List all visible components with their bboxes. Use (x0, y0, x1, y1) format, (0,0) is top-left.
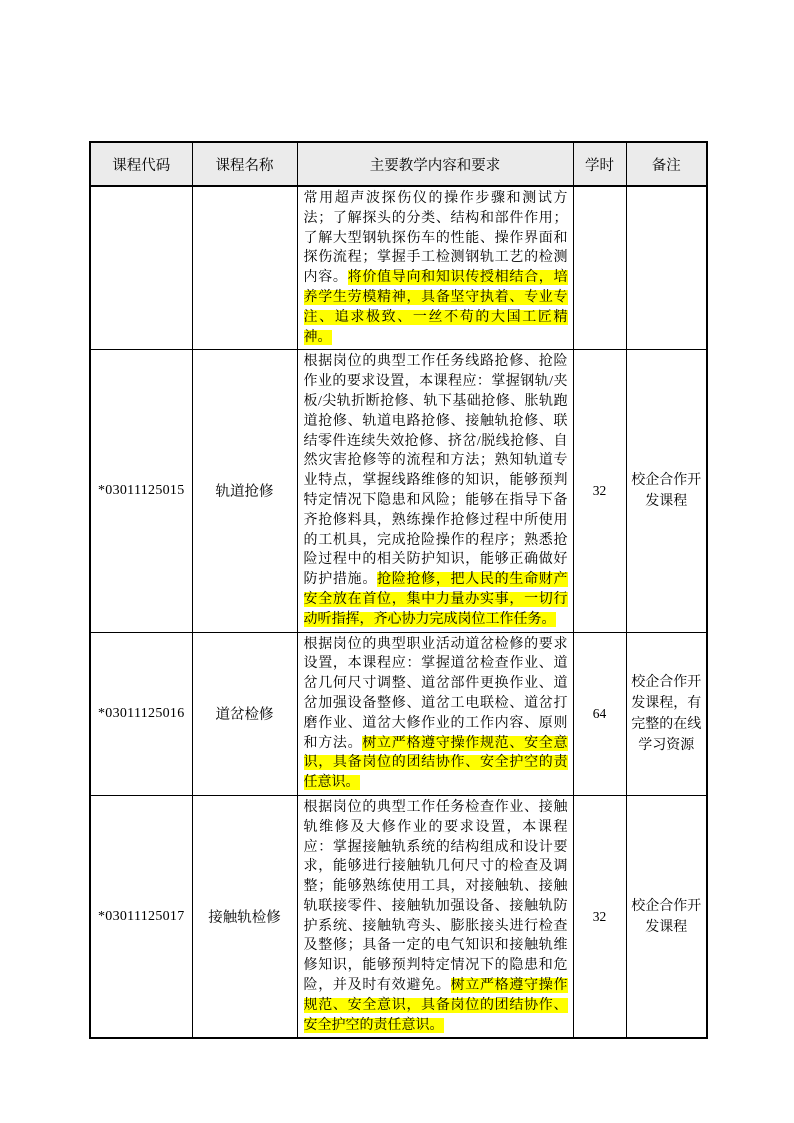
remark-cell (626, 186, 707, 350)
hours-cell: 32 (573, 350, 626, 632)
remark-cell: 校企合作开发课程，有完整的在线学习资源 (626, 632, 707, 795)
table-header-row (90, 142, 707, 186)
hours-cell: 64 (573, 632, 626, 795)
course-code-cell (90, 186, 192, 350)
course-name-cell: 道岔检修 (192, 632, 297, 795)
content-text: 根据岗位的典型职业活动道岔检修的要求设置，本课程应：掌握道岔检查作业、道岔几何尺寸调整、道岔部件更换作业、道岔加强设备整修、道岔工电联检、道岔打磨作业、道岔大修作业的工作内容、原则和方法。 (303, 636, 568, 751)
content-text: 常用超声波探伤仪的操作步骤和测试方法；了解探头的分类、结构和部件作用；了解大型钢轨探伤车的性能、操作界面和探伤流程；掌握手工检测钢轨工艺的检测内容。 (303, 191, 568, 286)
highlighted-text: 树立严格遵守操作规范、安全意识，具备岗位的团结协作、安全护空的责任意识。 (303, 735, 568, 791)
table-row (90, 632, 707, 795)
header-cell-content: 主要教学内容和要求 (297, 142, 573, 186)
header-cell-remark: 备注 (626, 142, 707, 186)
content-cell (297, 795, 573, 1038)
course-code-cell: *03011125016 (90, 632, 192, 795)
hours-cell (573, 186, 626, 350)
highlighted-text: 将价值导向和知识传授相结合，培养学生劳模精神，具备坚守执着、专业专注、追求极致、一丝不苟的大国工匠精神。 (303, 270, 568, 345)
table-row (90, 795, 707, 1038)
content-text: 根据岗位的典型工作任务检查作业、接触轨维修及大修作业的要求设置，本课程应：掌握接触轨系统的结构组成和设计要求，能够进行接触轨几何尺寸的检查及调整；能够熟练使用工具，对接触轨、接触轨联接零件、接触轨加强设备、接触轨防护系统、接触轨弯头、膨胀接头进行检查及整修；具备一定的电气知识和接触轨维修知识，能够预判特定情况下的隐患和危险，并及时有效避免。 (303, 799, 568, 994)
course-name-cell: 接触轨检修 (192, 795, 297, 1038)
course-name-cell: 轨道抢修 (192, 350, 297, 632)
content-text: 根据岗位的典型工作任务线路抢修、抢险作业的要求设置，本课程应：掌握钢轨/夹板/尖轨折断抢修、轨下基础抢修、胀轨跑道抢修、轨道电路抢修、接触轨抢修、联结零件连续失效抢修、挤岔/脱线抢修、自然灾害抢修等的流程和方法；熟知轨道专业特点，掌握线路维修的知识，能够预判特定情况下隐患和风险；能够在指导下备齐抢修料具，熟练操作抢修过程中所使用的工机具，完成抢险操作的程序；熟悉抢险过程中的相关防护知识，能够正确做好防护措施。 (303, 354, 568, 588)
remark-cell: 校企合作开发课程 (626, 795, 707, 1038)
header-cell-course-code: 课程代码 (90, 142, 192, 186)
course-name-cell (192, 186, 297, 350)
content-cell (297, 350, 573, 632)
hours-cell: 32 (573, 795, 626, 1038)
content-cell (297, 632, 573, 795)
highlighted-text: 抢险抢修，把人民的生命财产安全放在首位，集中力量办实事，一切行动听指挥，齐心协力完成岗位工作任务。 (303, 572, 568, 627)
course-code-cell: *03011125017 (90, 795, 192, 1038)
table-row (90, 350, 707, 632)
course-code-cell: *03011125015 (90, 350, 192, 632)
header-cell-hours: 学时 (573, 142, 626, 186)
highlighted-text: 树立严格遵守操作规范、安全意识，具备岗位的团结协作、安全护空的责任意识。 (303, 978, 568, 1033)
header-cell-course-name: 课程名称 (192, 142, 297, 186)
table-row (90, 186, 707, 350)
remark-cell: 校企合作开发课程 (626, 350, 707, 632)
course-table (89, 141, 708, 1039)
content-cell (297, 186, 573, 350)
